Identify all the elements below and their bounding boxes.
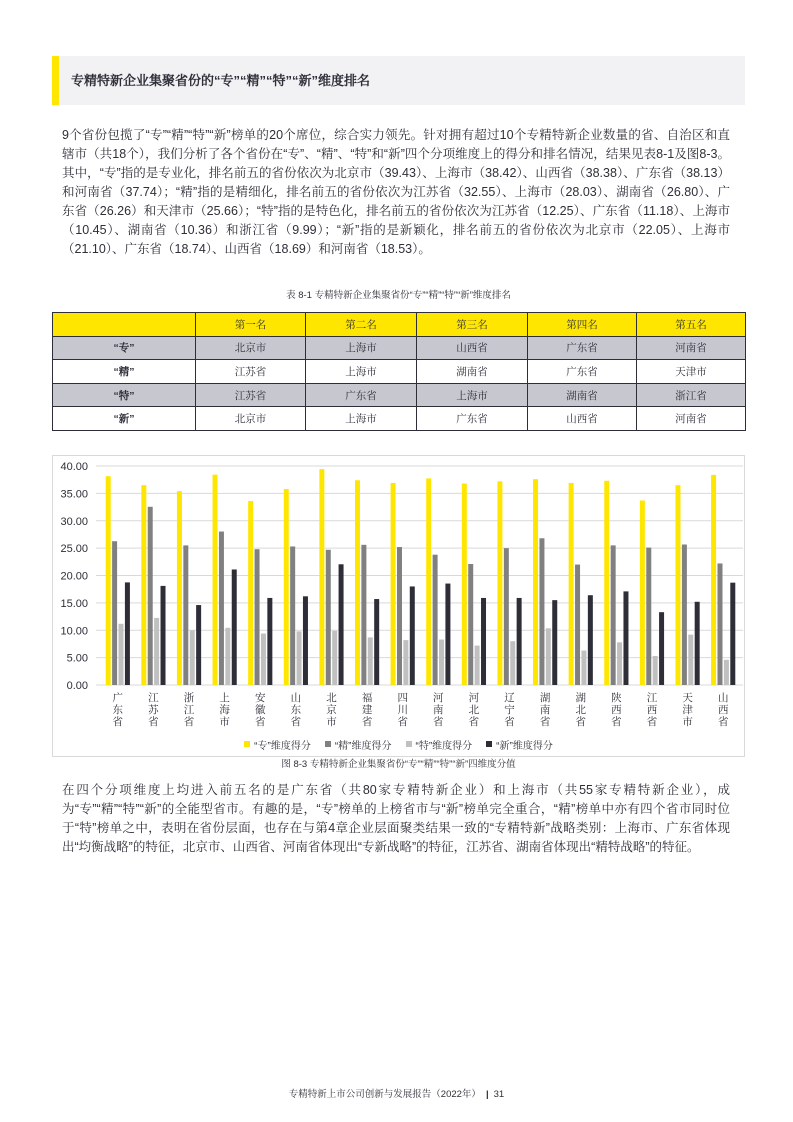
table-cell: 广东省 [528, 360, 637, 384]
x-tick-label-char: 江 [646, 692, 658, 704]
bar [497, 481, 502, 685]
x-tick-label-char: 海 [219, 704, 230, 716]
bar [575, 565, 580, 685]
x-tick-label [540, 691, 551, 728]
x-tick-label-char: 省 [255, 716, 266, 728]
x-tick-label [113, 691, 124, 728]
x-tick-label-char: 辽 [504, 692, 515, 704]
x-tick-label-char: 市 [219, 716, 230, 728]
bar [297, 631, 302, 685]
bar [653, 656, 658, 685]
x-tick-label-char: 北 [468, 704, 480, 716]
legend-item [486, 737, 553, 752]
y-tick-label: 5.00 [66, 652, 88, 665]
table-row [53, 336, 746, 360]
table-cell: 上海市 [417, 383, 528, 407]
x-tick-label-char: 广 [112, 692, 124, 704]
row-label: “特” [53, 383, 196, 407]
bar [267, 598, 272, 685]
x-tick-label-char: 省 [646, 716, 658, 728]
table-cell: 浙江省 [637, 383, 746, 407]
page-number: 31 [493, 1089, 505, 1100]
legend-label: “特”维度得分 [415, 740, 473, 752]
y-tick-label: 0.00 [66, 680, 88, 692]
x-tick-label [219, 691, 230, 728]
x-tick-label-char: 省 [575, 716, 586, 728]
x-tick-label-char: 市 [682, 716, 693, 728]
x-tick-label-char: 山 [717, 692, 729, 704]
bar [261, 634, 266, 685]
legend-swatch [244, 741, 250, 747]
x-tick-label [611, 691, 622, 728]
bar [326, 550, 331, 685]
legend-label: “专”维度得分 [254, 740, 311, 752]
bar [148, 507, 153, 685]
x-tick-label [576, 691, 587, 728]
bar [646, 548, 651, 685]
bar [332, 631, 337, 685]
x-tick-label-char: 湖 [539, 692, 551, 704]
legend-item [244, 737, 311, 752]
bar [403, 640, 408, 685]
table-row [53, 360, 746, 384]
bar [177, 491, 182, 685]
bar [125, 582, 130, 685]
page-footer [0, 1087, 793, 1103]
x-tick-label [184, 691, 195, 728]
body-paragraph-2: 在四个分项维度上均进入前五名的是广东省（共80家专精特新企业）和上海市（共55家专精特新企业），成为“专”“精”“特”“新”的全能型省市。有趣的是，“专”榜单的上榜省市与“新”榜单完全重合，“精”榜单中亦有四个省市同时位于“特”榜单之中，表明在省份层面，也存在与第4章企业层面聚类结果一致的“专精特新”战略类别：上海市、广东省体现出“均衡战略”的特征，北京市、山西省、河南省体现出“专新战略”的特征，江苏省、湖南省体现出“精特战略”的特征。 [62, 783, 730, 854]
bar [640, 500, 645, 685]
y-tick-label: 10.00 [60, 625, 88, 638]
table-cell: 上海市 [306, 407, 417, 431]
x-tick-label [647, 692, 658, 728]
chart-plot [53, 456, 744, 736]
x-tick-label [291, 691, 302, 728]
bar [533, 479, 538, 685]
x-tick-label-char: 东 [290, 704, 302, 716]
x-tick-label [469, 692, 480, 728]
x-tick-label-char: 河 [468, 692, 480, 704]
x-tick-label-char: 安 [255, 692, 266, 704]
x-tick-label-char: 省 [183, 716, 195, 728]
table-cell: 河南省 [637, 336, 746, 360]
bar [141, 485, 146, 685]
bar [112, 541, 117, 685]
table-cell: 江苏省 [196, 383, 306, 407]
x-tick-label-char: 山 [290, 692, 302, 704]
x-axis [113, 691, 729, 728]
bar [445, 584, 450, 685]
x-tick-label-char: 南 [433, 704, 444, 716]
table-corner-cell [53, 313, 196, 337]
y-axis [60, 461, 88, 692]
x-tick-label-char: 河 [433, 692, 444, 704]
bar [426, 478, 431, 685]
x-tick-label-char: 苏 [148, 704, 159, 716]
x-tick-label [433, 692, 444, 728]
legend-label: “新”维度得分 [496, 740, 553, 752]
table-cell: 广东省 [306, 383, 417, 407]
bar [475, 646, 480, 685]
bar [682, 545, 687, 685]
x-tick-label-char: 江 [183, 704, 195, 716]
x-tick-label-char: 徽 [255, 704, 266, 716]
table-cell: 北京市 [196, 407, 306, 431]
bar [190, 630, 195, 685]
x-tick-label-char: 省 [717, 716, 729, 728]
y-tick-label: 15.00 [60, 597, 88, 610]
table-cell: 广东省 [417, 407, 528, 431]
bar [588, 595, 593, 685]
x-tick-label-char: 江 [148, 692, 159, 704]
bar [232, 569, 237, 685]
x-tick-label-char: 北 [326, 692, 337, 704]
y-tick-label: 25.00 [60, 543, 88, 556]
x-tick-label-char: 省 [433, 716, 444, 728]
x-tick-label-char: 西 [717, 704, 729, 716]
table-cell: 广东省 [528, 336, 637, 360]
table-cell: 湖南省 [528, 383, 637, 407]
x-tick-label-char: 北 [575, 704, 586, 716]
legend-swatch [486, 741, 492, 747]
x-tick-label [682, 692, 693, 728]
bar [695, 602, 700, 685]
legend-swatch [325, 741, 331, 747]
bar [724, 660, 729, 685]
x-tick-label-char: 西 [611, 704, 622, 716]
x-tick-label-char: 四 [397, 692, 408, 704]
x-tick-label-char: 津 [682, 704, 693, 716]
x-tick-label-char: 省 [504, 716, 515, 728]
body-paragraph-1: 9个省份包揽了“专”“精”“特”“新”榜单的20个席位，综合实力领先。针对拥有超过10个专精特新企业数量的省、自治区和直辖市（共18个），我们分析了各个省份在“专”、“精”、“特”和“新”四个分项维度上的得分和排名情况，结果见表8-1及图8-3。其中，“专”指的是专业化，排名前五的省份依次为北京市（39.43）、上海市（38.42）、山西省（38.38）、广东省（38.13）和河南省（37.74）；“精”指的是精细化，排名前五的省份依次为江苏省（32.55）、上海市（28.03）、湖南省（26.80）、广东省（26.26）和天津市（25.66）；“特”指的是特色化，排名前五的省份依次为江苏省（12.25）、广东省（11.18）、上海市（10.45）、湖南省（10.36）和浙江省（9.99）；“新”指的是新颖化，排名前五的省份依次为北京市（22.05）、上海市（21.10）、广东省（18.74）、山西省（18.69）和河南省（18.53）。 [62, 128, 730, 256]
bar [355, 480, 360, 685]
table-caption: 表 8-1 专精特新企业集聚省份“专”“精”“特”“新”维度排名 [286, 290, 511, 301]
bar [374, 599, 379, 685]
table-row [53, 407, 746, 431]
bars [106, 469, 736, 685]
table-cell: 湖南省 [417, 360, 528, 384]
x-tick-label-char: 省 [148, 716, 159, 728]
bar [546, 628, 551, 685]
x-tick-label [397, 692, 408, 728]
bar [106, 476, 111, 685]
x-tick-label-char: 省 [611, 716, 622, 728]
bar [154, 618, 159, 685]
bar [462, 484, 467, 685]
footer-report-title: 专精特新上市公司创新与发展报告（2022年） [288, 1089, 481, 1100]
bar [659, 612, 664, 685]
table-header-row [53, 313, 746, 337]
x-tick-label [362, 691, 373, 728]
table-cell: 山西省 [528, 407, 637, 431]
x-tick-label-char: 上 [219, 692, 230, 704]
table-row [53, 383, 746, 407]
x-tick-label-char: 福 [361, 692, 373, 704]
bar [213, 475, 218, 685]
bar [339, 564, 344, 685]
bar [581, 651, 586, 685]
table-cell: 山西省 [417, 336, 528, 360]
bar [688, 635, 693, 685]
y-tick-label: 30.00 [60, 515, 88, 528]
bar [255, 549, 260, 685]
x-tick-label-char: 西 [646, 704, 658, 716]
x-tick-label-char: 川 [397, 704, 408, 716]
column-header: 第三名 [417, 313, 528, 337]
bar [569, 483, 574, 685]
x-tick-label-char: 省 [539, 716, 551, 728]
bar [219, 532, 224, 685]
bar [183, 545, 188, 685]
column-header: 第四名 [528, 313, 637, 337]
x-tick-label-char: 省 [112, 716, 124, 728]
footer-separator: | [485, 1089, 489, 1100]
x-tick-label-char: 陕 [611, 692, 622, 704]
bar [225, 628, 230, 685]
bar [510, 641, 515, 685]
bar [730, 583, 735, 685]
bar [196, 605, 201, 685]
legend-swatch [406, 741, 412, 747]
x-tick-label-char: 东 [112, 704, 124, 716]
bar [717, 563, 722, 685]
column-header: 第一名 [196, 313, 306, 337]
bar [539, 538, 544, 685]
x-tick-label-char: 宁 [504, 704, 515, 716]
x-tick-label-char: 浙 [183, 692, 195, 704]
x-tick-label-char: 京 [326, 704, 337, 716]
bar [617, 642, 622, 685]
bar [517, 598, 522, 685]
bar [284, 489, 289, 685]
bar [675, 485, 680, 685]
bar [504, 548, 509, 685]
bar [368, 637, 373, 685]
x-tick-label-char: 省 [290, 716, 302, 728]
x-tick-label [326, 692, 337, 728]
table-cell: 河南省 [637, 407, 746, 431]
bar [611, 545, 616, 685]
table-cell: 北京市 [196, 336, 306, 360]
x-tick-label-char: 省 [361, 716, 373, 728]
y-tick-label: 40.00 [60, 461, 88, 473]
table-cell: 江苏省 [196, 360, 306, 384]
table-cell: 上海市 [306, 336, 417, 360]
bar [119, 624, 124, 685]
x-tick-label [718, 691, 729, 728]
section-title: 专精特新企业集聚省份的“专”“精”“特”“新”维度排名 [71, 73, 371, 88]
bar [303, 596, 308, 685]
x-tick-label-char: 天 [682, 692, 693, 704]
bar [161, 586, 166, 685]
bar [552, 600, 557, 685]
bar [623, 591, 628, 685]
bar [439, 640, 444, 685]
bar [391, 483, 396, 685]
legend-item [406, 737, 473, 752]
section-header [52, 56, 745, 105]
bar [397, 547, 402, 685]
bar [468, 564, 473, 685]
bar [481, 598, 486, 685]
x-tick-label [504, 692, 515, 728]
table-cell: 天津市 [637, 360, 746, 384]
chart-legend [53, 737, 744, 751]
y-tick-label: 35.00 [60, 488, 88, 501]
bar [410, 586, 415, 685]
legend-item [325, 737, 392, 752]
x-tick-label-char: 市 [326, 716, 337, 728]
column-header: 第五名 [637, 313, 746, 337]
x-tick-label [255, 691, 266, 728]
x-tick-label-char: 湖 [575, 692, 586, 704]
x-tick-label-char: 建 [361, 704, 373, 716]
x-tick-label-char: 南 [539, 704, 551, 716]
column-header: 第二名 [306, 313, 417, 337]
bar [290, 546, 295, 685]
bar [604, 481, 609, 685]
row-label: “专” [53, 336, 196, 360]
row-label: “精” [53, 360, 196, 384]
row-label: “新” [53, 407, 196, 431]
x-tick-label-char: 省 [468, 716, 480, 728]
x-tick-label [148, 692, 159, 728]
bar [433, 555, 438, 685]
x-tick-label-char: 省 [397, 716, 408, 728]
bar [711, 475, 716, 685]
bar [319, 469, 324, 685]
ranking-table [52, 312, 746, 431]
legend-label: “精”维度得分 [334, 740, 392, 752]
section-accent-bar [52, 56, 59, 105]
bar [248, 501, 253, 685]
bar [361, 545, 366, 685]
figure-caption: 图 8-3 专精特新企业集聚省份“专”“精”“特”“新”四维度分值 [281, 759, 516, 770]
y-tick-label: 20.00 [60, 570, 88, 583]
table-cell: 上海市 [306, 360, 417, 384]
bar-chart [52, 455, 745, 757]
